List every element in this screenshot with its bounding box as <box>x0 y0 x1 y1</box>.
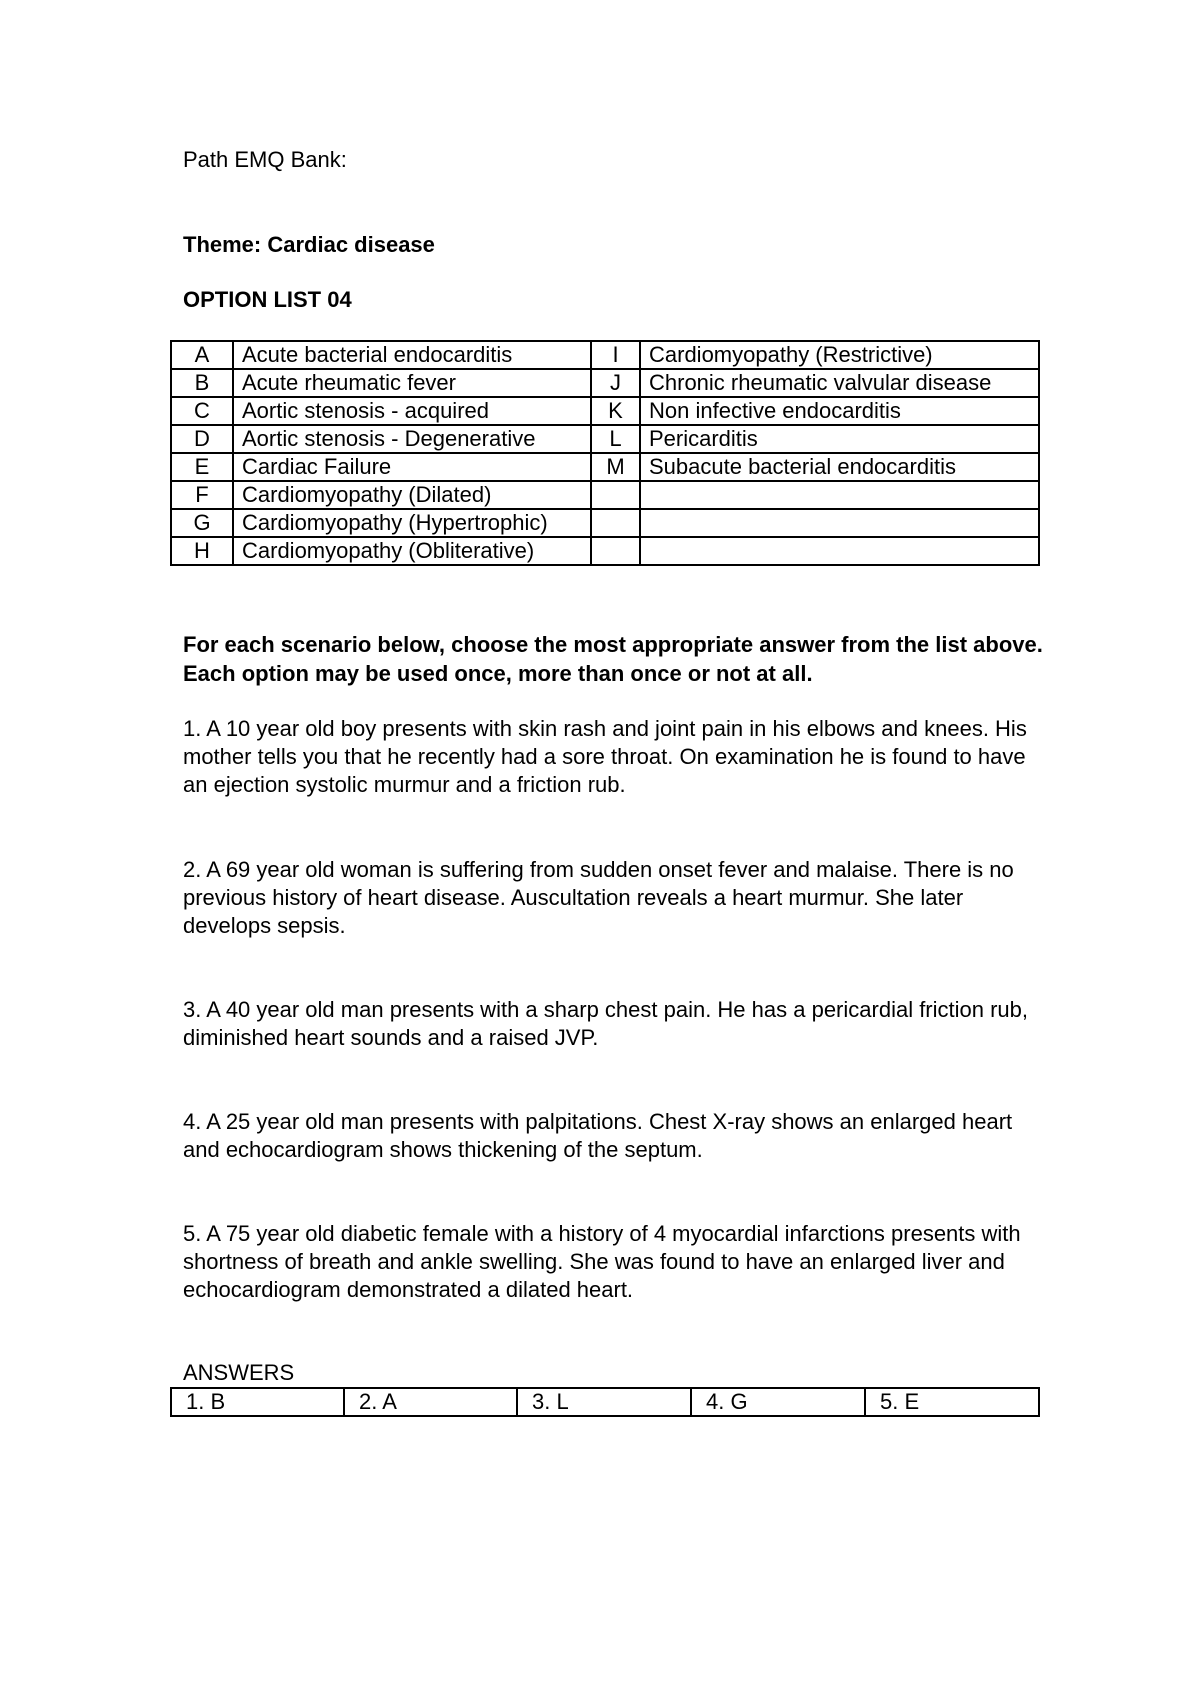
option-letter: M <box>591 453 640 481</box>
option-row <box>171 453 1039 481</box>
option-letter: C <box>171 397 233 425</box>
option-list-heading: OPTION LIST 04 <box>183 287 352 312</box>
option-text: Non infective endocarditis <box>640 397 1039 425</box>
option-text: Cardiomyopathy (Dilated) <box>233 481 591 509</box>
option-letter: L <box>591 425 640 453</box>
option-letter: F <box>171 481 233 509</box>
option-letter: J <box>591 369 640 397</box>
option-letter: A <box>171 341 233 369</box>
answers-heading: ANSWERS <box>183 1360 295 1385</box>
option-text <box>640 509 1039 537</box>
option-letter <box>591 537 640 565</box>
answer-cell: 3. L <box>517 1388 691 1416</box>
option-letter: H <box>171 537 233 565</box>
option-letter: G <box>171 509 233 537</box>
option-letter: D <box>171 425 233 453</box>
scenario-1: 1. A 10 year old boy presents with skin rash and joint pain in his elbows and knees. His mother tells you that he recently had a sore throat. On examination he is found to have an ejection systolic murmur and a friction rub. <box>183 716 1027 797</box>
option-text: Cardiomyopathy (Obliterative) <box>233 537 591 565</box>
option-text: Pericarditis <box>640 425 1039 453</box>
option-row <box>171 369 1039 397</box>
option-row <box>171 425 1039 453</box>
option-text: Aortic stenosis - acquired <box>233 397 591 425</box>
option-letter: I <box>591 341 640 369</box>
scenario-3: 3. A 40 year old man presents with a sharp chest pain. He has a pericardial friction rub, diminished heart sounds and a raised JVP. <box>183 997 1029 1050</box>
option-text: Aortic stenosis - Degenerative <box>233 425 591 453</box>
option-text: Subacute bacterial endocarditis <box>640 453 1039 481</box>
scenario-2: 2. A 69 year old woman is suffering from sudden onset fever and malaise. There is no previous history of heart disease. Auscultation reveals a heart murmur. She later develops sepsis. <box>183 857 1014 938</box>
option-letter: E <box>171 453 233 481</box>
option-letter: K <box>591 397 640 425</box>
instructions: For each scenario below, choose the most appropriate answer from the list above. Each option may be used once, more than once or not at all. <box>183 632 1043 686</box>
option-text: Cardiomyopathy (Restrictive) <box>640 341 1039 369</box>
option-text: Cardiomyopathy (Hypertrophic) <box>233 509 591 537</box>
option-row <box>171 397 1039 425</box>
answer-cell: 5. E <box>865 1388 1039 1416</box>
option-row <box>171 341 1039 369</box>
option-letter <box>591 481 640 509</box>
option-text: Cardiac Failure <box>233 453 591 481</box>
theme-heading: Theme: Cardiac disease <box>183 232 435 257</box>
option-text: Chronic rheumatic valvular disease <box>640 369 1039 397</box>
option-text: Acute rheumatic fever <box>233 369 591 397</box>
option-letter <box>591 509 640 537</box>
option-text: Acute bacterial endocarditis <box>233 341 591 369</box>
answer-cell: 1. B <box>171 1388 344 1416</box>
option-row <box>171 481 1039 509</box>
answer-cell: 2. A <box>344 1388 517 1416</box>
scenario-5: 5. A 75 year old diabetic female with a history of 4 myocardial infarctions presents with shortness of breath and ankle swelling. She was found to have an enlarged liver and echocardiogram demonstrated a dilated heart. <box>183 1221 1021 1302</box>
bank-title: Path EMQ Bank: <box>183 147 347 172</box>
options-table <box>170 340 1040 566</box>
option-text <box>640 537 1039 565</box>
answers-row <box>171 1388 1039 1416</box>
option-letter: B <box>171 369 233 397</box>
option-row <box>171 537 1039 565</box>
option-text <box>640 481 1039 509</box>
answer-cell: 4. G <box>691 1388 865 1416</box>
answers-table <box>170 1387 1040 1417</box>
scenario-4: 4. A 25 year old man presents with palpitations. Chest X-ray shows an enlarged heart and echocardiogram shows thickening of the septum. <box>183 1109 1013 1162</box>
option-row <box>171 509 1039 537</box>
